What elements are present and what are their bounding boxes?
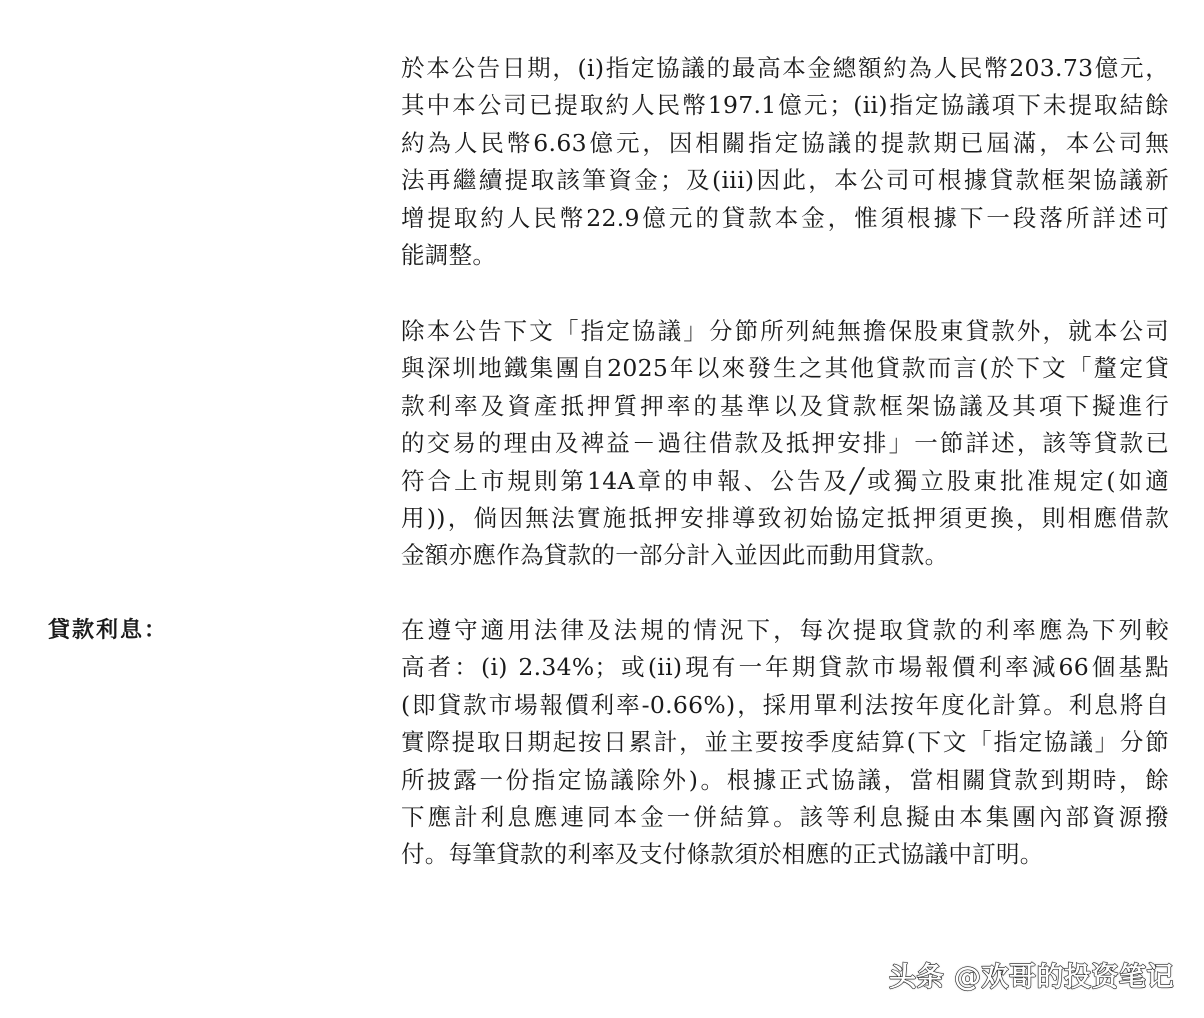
text-line: 其中本公司已提取約人民幣197.1億元；(ii)指定協議項下未提取結餘 (401, 91, 1169, 120)
text-line: 於本公告日期，(i)指定協議的最高本金總額約為人民幣203.73億元， (401, 54, 1169, 82)
text-line: 能調整。 (401, 240, 497, 269)
text-line: 在遵守適用法律及法規的情況下，每次提取貸款的利率應為下列較 (401, 616, 1169, 644)
paragraph-loan-interest (401, 612, 1169, 874)
text-line: 與深圳地鐵集團自2025年以來發生之其他貸款而言(於下文「釐定貸 (401, 354, 1169, 383)
text-line: 的交易的理由及裨益－過往借款及抵押安排」一節詳述，該等貸款已 (401, 429, 1169, 458)
text-line: 約為人民幣6.63億元，因相關指定協議的提款期已屆滿，本公司無 (401, 128, 1169, 157)
text-line: 款利率及資產抵押質押率的基準以及貸款框架協議及其項下擬進行 (401, 391, 1169, 420)
watermark-text: 头条 @欢哥的投资笔记 (889, 962, 1174, 993)
text-line: 符合上市規則第14A章的申報、公告及╱或獨立股東批准規定(如適 (401, 466, 1169, 495)
text-line: 實際提取日期起按日累計，並主要按季度結算(下文「指定協議」分節 (401, 728, 1169, 757)
text-line: 高者：(i) 2.34%；或(ii)現有一年期貸款市場報價利率減66個基點 (401, 653, 1169, 682)
text-line: 金額亦應作為貸款的一部分計入並因此而動用貸款。 (401, 541, 949, 570)
text-line: 下應計利息應連同本金一併結算。該等利息擬由本集團內部資源撥 (401, 802, 1169, 831)
paragraph-drawdown-amounts (401, 50, 1169, 274)
text-line: 除本公告下文「指定協議」分節所列純無擔保股東貸款外，就本公司 (401, 317, 1169, 345)
text-line: 付。每筆貸款的利率及支付條款須於相應的正式協議中訂明。 (401, 840, 1044, 869)
text-line: 所披露一份指定協議除外)。根據正式協議，當相關貸款到期時，餘 (401, 765, 1169, 794)
text-line: 法再繼續提取該筆資金；及(iii)因此，本公司可根據貸款框架協議新 (401, 166, 1169, 195)
text-line: 增提取約人民幣22.9億元的貸款本金，惟須根據下一段落所詳述可 (401, 203, 1169, 232)
text-line: (即貸款市場報價利率-0.66%)，採用單利法按年度化計算。利息將自 (401, 690, 1169, 719)
paragraph-other-loans (401, 313, 1169, 575)
text-line: 用))，倘因無法實施抵押安排導致初始協定抵押須更換，則相應借款 (401, 503, 1169, 532)
section-label-loan-interest: 貸款利息： (48, 618, 169, 643)
